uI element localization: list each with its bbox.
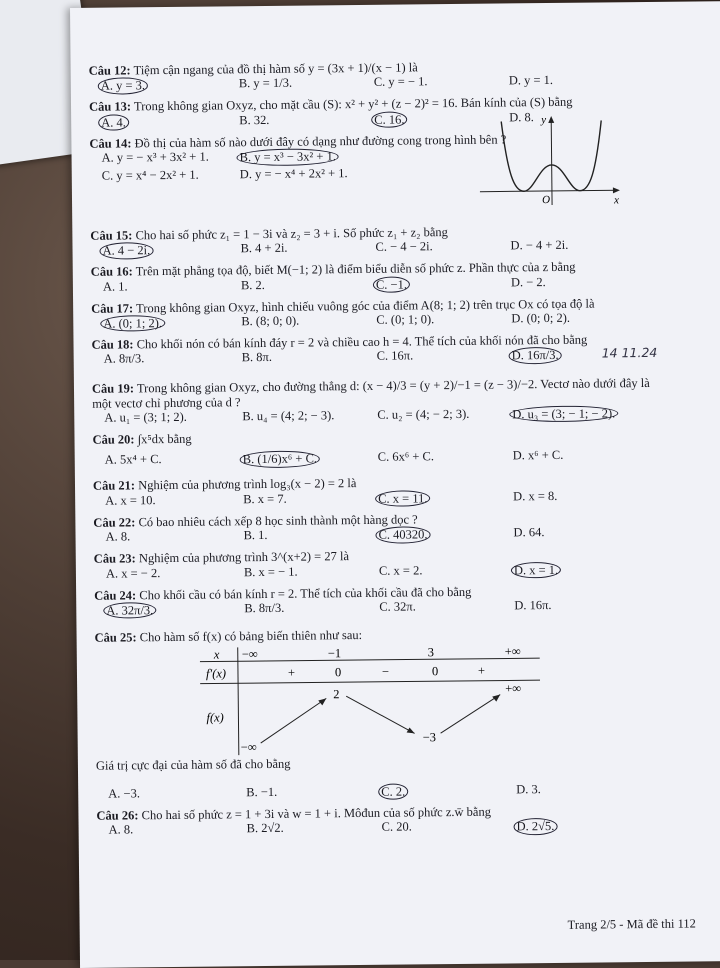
question-24	[94, 582, 720, 627]
option-a[interactable]: A. x = 10.	[105, 492, 156, 508]
option-a[interactable]: A. 4.	[101, 114, 129, 131]
increase-arrow	[440, 694, 500, 733]
option-d[interactable]: D. − 2.	[510, 274, 546, 289]
question-number: Câu 16:	[90, 264, 133, 279]
question-text: Trong không gian Oxyz, cho mặt cầu (S): x² + y² + (z − 2)² = 16. Bán kính của (S) bằng	[133, 95, 573, 114]
option-b[interactable]: B. y = x³ − 3x² + 1.	[239, 148, 339, 165]
x-axis	[480, 190, 618, 191]
option-d[interactable]: D. 3.	[516, 781, 541, 797]
option-b[interactable]: B. x = 7.	[243, 491, 287, 506]
question-text: Tiệm cận ngang của đồ thị hàm số y = (3x + 1)/(x − 1) là	[133, 60, 418, 78]
exam-content	[89, 57, 720, 845]
question-text: Cho khối nón có bán kính đáy r = 2 và chiều cao h = 4. Thể tích của khối nón đã cho bằng	[136, 332, 588, 352]
option-c[interactable]: C. 6x⁶ + C.	[377, 449, 435, 465]
page-footer: Trang 2/5 - Mã đề thi 112	[567, 916, 696, 932]
option-b[interactable]: B. 32.	[239, 112, 270, 127]
option-a[interactable]: A. 32π/3.	[106, 602, 156, 619]
option-c[interactable]: C. (0; 1; 0).	[376, 312, 435, 327]
y-axis	[551, 119, 552, 205]
question-text: Có bao nhiêu cách xếp 8 học sinh thành một hàng dọc ?	[138, 512, 418, 530]
question-number: Câu 25:	[94, 630, 137, 645]
option-c[interactable]: C. 16π.	[376, 348, 414, 364]
option-b[interactable]: B. (1/6)x⁶ + C.	[243, 451, 320, 468]
option-d[interactable]: D. x⁶ + C.	[512, 448, 564, 463]
question-25-options	[96, 780, 720, 805]
table-sign: +	[477, 663, 486, 678]
table-f-value: −∞	[240, 739, 257, 755]
question-text: Cho hai số phức z = 1 + 3i và w = 1 + i. Môđun của số phức z.w̄ bằng	[141, 804, 492, 823]
option-c[interactable]: C. x = 2.	[378, 562, 423, 578]
option-d[interactable]: D. x = 8.	[513, 488, 558, 504]
option-b[interactable]: B. 2√2.	[246, 821, 284, 836]
exam-page	[70, 1, 720, 968]
option-b[interactable]: B. y = 1/3.	[238, 76, 293, 91]
decrease-arrow	[346, 695, 414, 734]
question-number: Câu 12:	[88, 63, 131, 78]
option-a[interactable]: A. u₁ = (3; 1; 2).	[104, 409, 187, 425]
option-b[interactable]: B. 8π/3.	[244, 600, 285, 616]
option-b[interactable]: B. 1.	[243, 528, 268, 543]
origin-label: O	[541, 193, 551, 207]
option-b[interactable]: B. 8π.	[241, 350, 273, 365]
table-sign: +	[287, 665, 296, 680]
option-c[interactable]: C. 2.	[381, 783, 408, 800]
question-text: Cho hai số phức z₁ = 1 − 3i và z₂ = 3 + i. Số phức z₁ + z₂ bằng	[135, 224, 448, 243]
question-14	[89, 130, 720, 225]
option-d[interactable]: D. y = − x⁴ + 2x² + 1.	[239, 166, 348, 182]
question-number: Câu 22:	[93, 515, 136, 530]
y-axis-label: y	[541, 114, 547, 127]
question-25	[95, 624, 720, 783]
option-a[interactable]: A. 5x⁴ + C.	[104, 452, 162, 468]
option-a[interactable]: A. 8.	[108, 822, 134, 837]
question-15	[90, 222, 720, 261]
question-12	[89, 57, 719, 96]
option-d[interactable]: D. 64.	[513, 525, 545, 540]
option-a[interactable]: A. x = − 2.	[105, 565, 161, 581]
question-26	[96, 802, 720, 841]
option-c[interactable]: C. 16.	[374, 111, 407, 128]
question-23	[94, 545, 720, 584]
option-c[interactable]: C. y = − 1.	[373, 74, 428, 90]
question-21	[93, 473, 720, 512]
option-a[interactable]: A. y = − x³ + 3x² + 1.	[101, 149, 209, 165]
option-c[interactable]: C. y = x⁴ − 2x² + 1.	[101, 167, 199, 183]
option-b[interactable]: B. x = − 1.	[243, 564, 298, 579]
table-f-label: f(x)	[206, 710, 224, 725]
question-19	[92, 375, 720, 428]
question-17	[91, 295, 720, 334]
option-a[interactable]: A. −3.	[108, 786, 141, 801]
option-c[interactable]: C. 32π.	[379, 599, 416, 614]
table-f-value: 2	[333, 687, 340, 702]
question-number: Câu 14:	[89, 136, 132, 151]
question-text: Nghiệm của phương trình log₃(x − 2) = 2 là	[138, 476, 357, 493]
table-x-value: 3	[427, 645, 435, 660]
option-d[interactable]: D. 2√5.	[517, 818, 558, 835]
table-sign: 0	[431, 664, 439, 679]
option-a[interactable]: A. (0; 1; 2).	[103, 315, 165, 332]
question-text: Trên mặt phẳng tọa độ, biết M(−1; 2) là điểm biểu diễn số phức z. Phần thực của z bằng	[135, 259, 576, 279]
option-c[interactable]: C. 20.	[381, 819, 412, 835]
option-d[interactable]: D. y = 1.	[508, 73, 554, 88]
option-d[interactable]: D. 8.	[509, 109, 534, 125]
question-number: Câu 20:	[92, 432, 135, 447]
option-a[interactable]: A. 1.	[102, 278, 128, 294]
question-number: Câu 18:	[91, 337, 134, 352]
variation-table	[200, 644, 541, 756]
table-x-value: −∞	[241, 646, 258, 662]
option-b[interactable]: B. u₄ = (4; 2; − 3).	[242, 408, 335, 424]
option-c[interactable]: C. −1.	[376, 276, 410, 293]
question-13	[89, 94, 719, 133]
increase-arrow	[260, 698, 326, 743]
option-a[interactable]: A. 8.	[105, 529, 131, 544]
option-d[interactable]: D. 16π/3.	[512, 347, 562, 364]
question-number: Câu 15:	[90, 228, 133, 243]
question-number: Câu 23:	[93, 551, 136, 566]
question-number: Câu 17:	[91, 300, 134, 316]
question-number: Câu 19:	[91, 381, 135, 397]
option-b[interactable]: B. −1.	[246, 784, 278, 800]
x-axis-label: x	[613, 194, 619, 207]
option-c[interactable]: C. 40320.	[378, 526, 430, 543]
option-d[interactable]: D. 16π.	[514, 597, 552, 613]
question-number: Câu 24:	[94, 587, 137, 603]
option-c[interactable]: C. u₂ = (4; − 2; 3).	[377, 406, 470, 422]
option-c[interactable]: C. − 4 − 2i.	[375, 239, 433, 254]
option-d[interactable]: D. − 4 + 2i.	[510, 237, 569, 253]
question-text-continued: một vectơ chỉ phương của d ?	[92, 394, 241, 411]
table-x-label: x	[213, 647, 220, 662]
question-text: Nghiệm của phương trình 3^(x+2) = 27 là	[138, 549, 350, 566]
question-22	[93, 509, 720, 548]
option-b[interactable]: B. (8; 0; 0).	[241, 313, 300, 329]
option-d[interactable]: D. x = 1.	[514, 561, 561, 578]
option-a[interactable]: A. 4 − 2i.	[102, 242, 153, 259]
question-text: ∫x⁵dx bằng	[137, 431, 192, 447]
handwritten-note: 14 11.24	[601, 345, 658, 361]
table-f-value: −3	[422, 730, 437, 745]
option-a[interactable]: A. y = 3.	[101, 78, 148, 95]
option-d[interactable]: D. (0; 0; 2).	[511, 310, 571, 326]
question-text-continued: Giá trị cực đại của hàm số đã cho bằng	[95, 756, 291, 773]
table-x-value: +∞	[504, 644, 521, 659]
option-a[interactable]: A. 8π/3.	[103, 351, 145, 366]
question-18	[91, 331, 720, 378]
question-20	[92, 426, 720, 475]
option-c[interactable]: C. x = 11.	[378, 490, 430, 507]
question-text: Trong không gian Oxyz, cho đường thẳng d: (x − 4)/3 = (y + 2)/−1 = (z − 3)/−2. Vectơ nào dưới đây là	[136, 376, 650, 396]
option-b[interactable]: B. 2.	[240, 277, 265, 292]
table-f-value: +∞	[505, 681, 522, 696]
question-number: Câu 13:	[88, 99, 132, 115]
table-fprime-label: f′(x)	[205, 666, 227, 681]
question-text: Cho hàm số f(x) có bảng biến thiên như sau:	[139, 627, 363, 645]
table-sign: −	[381, 664, 390, 679]
question-text: Trong không gian Oxyz, hình chiếu vuông góc của điểm A(8; 1; 2) trên trục Ox có tọa độ là	[136, 296, 595, 315]
question-16	[91, 258, 720, 297]
function-graph	[473, 109, 624, 209]
question-text: Đồ thị của hàm số nào dưới đây có dạng như đường cong trong hình bên ?	[134, 132, 507, 151]
option-d[interactable]: D. u₃ = (3; − 1; − 2).	[512, 405, 618, 422]
table-sign: 0	[334, 665, 342, 680]
table-x-value: −1	[327, 646, 342, 661]
question-number: Câu 21:	[92, 478, 136, 494]
question-number: Câu 26:	[96, 808, 139, 823]
option-b[interactable]: B. 4 + 2i.	[240, 240, 288, 256]
question-text: Cho khối cầu có bán kính r = 2. Thể tích của khối cầu đã cho bằng	[139, 584, 472, 602]
